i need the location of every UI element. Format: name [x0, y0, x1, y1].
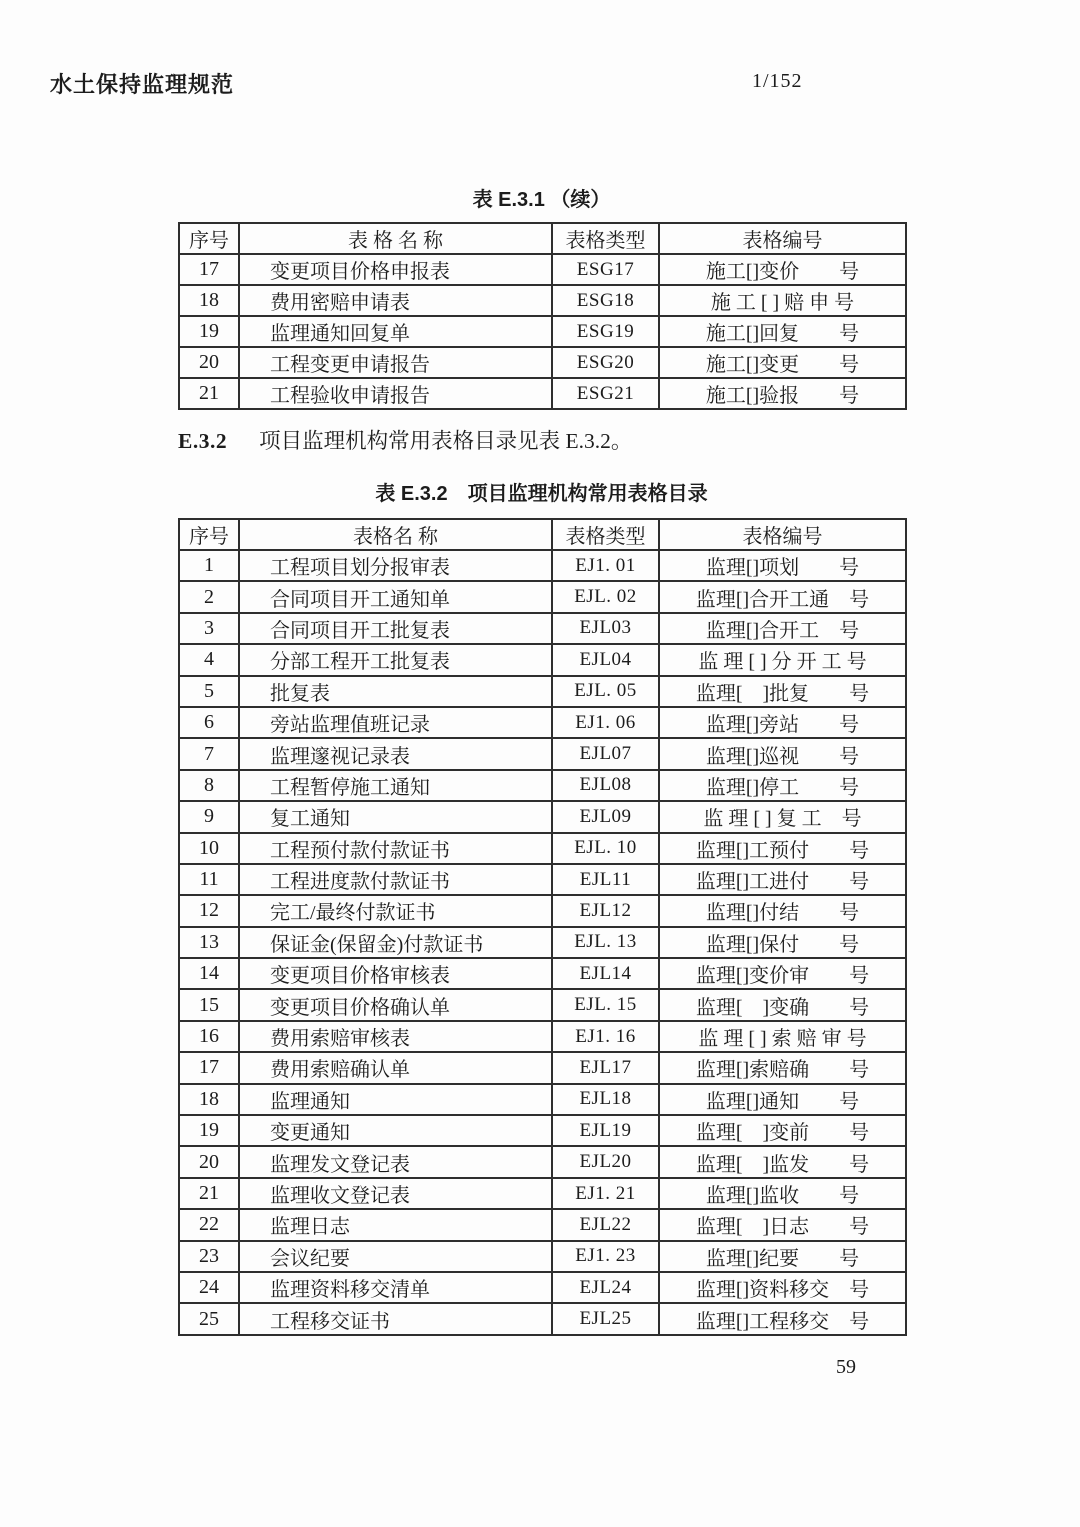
table-e31-body [179, 254, 906, 409]
form-code-cell: 监 理 [ ] 索 赔 审 号 [659, 1021, 906, 1052]
section-label: E.3.2 [178, 429, 228, 453]
form-code-cell: 监理[]监收 号 [659, 1178, 906, 1209]
form-code-cell: 施工[]变价 号 [659, 254, 906, 285]
column-header-form-type: 表格类型 [552, 519, 659, 550]
table-row [179, 316, 906, 347]
form-code-cell: 监 理 [ ] 分 开 工 号 [659, 644, 906, 675]
row-number-cell: 12 [179, 895, 239, 926]
form-name-cell: 工程验收申请报告 [239, 378, 552, 409]
table-row [179, 1272, 906, 1303]
form-name-cell: 旁站监理值班记录 [239, 707, 552, 738]
column-header-form-name: 表格名 称 [239, 519, 552, 550]
form-code-cell: 监理[ ]监发 号 [659, 1146, 906, 1177]
form-name-cell: 工程进度款付款证书 [239, 864, 552, 895]
form-code-cell: 监理[]合开工 号 [659, 613, 906, 644]
table-header-row [179, 223, 906, 254]
section-e32-paragraph [178, 424, 632, 455]
form-code-cell: 施工[]变更 号 [659, 347, 906, 378]
header-page-indicator: 1/152 [752, 70, 803, 92]
form-name-cell: 监理日志 [239, 1209, 552, 1240]
form-name-cell: 变更通知 [239, 1115, 552, 1146]
form-name-cell: 工程预付款付款证书 [239, 833, 552, 864]
table-row [179, 1303, 906, 1335]
table-row [179, 347, 906, 378]
table-row [179, 550, 906, 581]
form-name-cell: 合同项目开工批复表 [239, 613, 552, 644]
table-row [179, 895, 906, 926]
row-number-cell: 16 [179, 1021, 239, 1052]
table-row [179, 1178, 906, 1209]
form-code-cell: 监理[]付结 号 [659, 895, 906, 926]
form-name-cell: 保证金(保留金)付款证书 [239, 927, 552, 958]
form-code-cell: 监理[]旁站 号 [659, 707, 906, 738]
form-type-cell: EJL22 [552, 1209, 659, 1240]
form-type-cell: EJL07 [552, 738, 659, 769]
row-number-cell: 20 [179, 1146, 239, 1177]
form-name-cell: 监理收文登记表 [239, 1178, 552, 1209]
form-name-cell: 变更项目价格申报表 [239, 254, 552, 285]
document-header-title: 水土保持监理规范 [50, 72, 235, 97]
form-code-cell: 监理[]巡视 号 [659, 738, 906, 769]
row-number-cell: 18 [179, 1084, 239, 1115]
table-row [179, 1084, 906, 1115]
form-type-cell: EJL20 [552, 1146, 659, 1177]
form-name-cell: 工程项目划分报审表 [239, 550, 552, 581]
form-type-cell: EJL17 [552, 1052, 659, 1083]
table-row [179, 285, 906, 316]
form-code-cell: 监理[]通知 号 [659, 1084, 906, 1115]
form-type-cell: ESG17 [552, 254, 659, 285]
table-row [179, 770, 906, 801]
form-type-cell: EJL. 10 [552, 833, 659, 864]
column-header-form-name: 表 格 名 称 [239, 223, 552, 254]
row-number-cell: 23 [179, 1241, 239, 1272]
form-name-cell: 监理通知 [239, 1084, 552, 1115]
form-code-cell: 施工[]回复 号 [659, 316, 906, 347]
form-type-cell: EJ1. 21 [552, 1178, 659, 1209]
table-row [179, 581, 906, 612]
table-row [179, 801, 906, 832]
form-name-cell: 工程变更申请报告 [239, 347, 552, 378]
row-number-cell: 25 [179, 1303, 239, 1335]
table-row [179, 676, 906, 707]
form-type-cell: EJ1. 01 [552, 550, 659, 581]
form-type-cell: EJL. 15 [552, 989, 659, 1020]
row-number-cell: 21 [179, 1178, 239, 1209]
form-type-cell: EJ1. 23 [552, 1241, 659, 1272]
row-number-cell: 2 [179, 581, 239, 612]
form-code-cell: 施工[]验报 号 [659, 378, 906, 409]
form-code-cell: 监理[ ]日志 号 [659, 1209, 906, 1240]
table-row [179, 989, 906, 1020]
row-number-cell: 7 [179, 738, 239, 769]
form-code-cell: 监理[]变价审 号 [659, 958, 906, 989]
row-number-cell: 14 [179, 958, 239, 989]
form-type-cell: EJL18 [552, 1084, 659, 1115]
form-type-cell: EJL14 [552, 958, 659, 989]
table-row [179, 1241, 906, 1272]
form-code-cell: 监理[]合开工通 号 [659, 581, 906, 612]
row-number-cell: 8 [179, 770, 239, 801]
form-name-cell: 费用索赔确认单 [239, 1052, 552, 1083]
form-code-cell: 监理[ ]批复 号 [659, 676, 906, 707]
form-code-cell: 监 理 [ ] 复 工 号 [659, 801, 906, 832]
form-type-cell: ESG21 [552, 378, 659, 409]
row-number-cell: 13 [179, 927, 239, 958]
table-row [179, 378, 906, 409]
form-name-cell: 复工通知 [239, 801, 552, 832]
form-name-cell: 分部工程开工批复表 [239, 644, 552, 675]
row-number-cell: 22 [179, 1209, 239, 1240]
form-code-cell: 监理[]保付 号 [659, 927, 906, 958]
form-code-cell: 监理[]索赔确 号 [659, 1052, 906, 1083]
row-number-cell: 15 [179, 989, 239, 1020]
form-code-cell: 监理[]工程移交 号 [659, 1303, 906, 1335]
table-row [179, 1115, 906, 1146]
section-text: 项目监理机构常用表格目录见表 E.3.2。 [259, 429, 633, 453]
form-name-cell: 工程暂停施工通知 [239, 770, 552, 801]
column-header-index: 序号 [179, 223, 239, 254]
table-e32 [178, 518, 907, 1336]
form-type-cell: EJL12 [552, 895, 659, 926]
table-row [179, 1021, 906, 1052]
table-e32-caption: 表 E.3.2 项目监理机构常用表格目录 [375, 483, 708, 505]
form-name-cell: 完工/最终付款证书 [239, 895, 552, 926]
form-type-cell: EJL. 13 [552, 927, 659, 958]
form-type-cell: EJL19 [552, 1115, 659, 1146]
form-name-cell: 变更项目价格审核表 [239, 958, 552, 989]
form-name-cell: 批复表 [239, 676, 552, 707]
column-header-form-type: 表格类型 [552, 223, 659, 254]
form-code-cell: 监理[]工预付 号 [659, 833, 906, 864]
table-row [179, 1209, 906, 1240]
row-number-cell: 11 [179, 864, 239, 895]
column-header-form-code: 表格编号 [659, 519, 906, 550]
row-number-cell: 9 [179, 801, 239, 832]
form-type-cell: EJL09 [552, 801, 659, 832]
table-row [179, 864, 906, 895]
row-number-cell: 17 [179, 1052, 239, 1083]
column-header-index: 序号 [179, 519, 239, 550]
table-row [179, 958, 906, 989]
form-name-cell: 变更项目价格确认单 [239, 989, 552, 1020]
row-number-cell: 17 [179, 254, 239, 285]
form-name-cell: 监理资料移交清单 [239, 1272, 552, 1303]
table-header-row [179, 519, 906, 550]
table-e31-caption: 表 E.3.1 （续） [472, 189, 611, 211]
table-row [179, 738, 906, 769]
form-type-cell: EJL. 05 [552, 676, 659, 707]
form-name-cell: 合同项目开工通知单 [239, 581, 552, 612]
form-type-cell: ESG19 [552, 316, 659, 347]
form-code-cell: 监理[]纪要 号 [659, 1241, 906, 1272]
table-row [179, 1052, 906, 1083]
table-row [179, 613, 906, 644]
form-code-cell: 监理[]停工 号 [659, 770, 906, 801]
row-number-cell: 1 [179, 550, 239, 581]
table-row [179, 644, 906, 675]
form-type-cell: EJ1. 06 [552, 707, 659, 738]
form-code-cell: 监理[]工进付 号 [659, 864, 906, 895]
form-name-cell: 费用密赔申请表 [239, 285, 552, 316]
row-number-cell: 19 [179, 1115, 239, 1146]
row-number-cell: 5 [179, 676, 239, 707]
row-number-cell: 20 [179, 347, 239, 378]
table-row [179, 927, 906, 958]
table-row [179, 707, 906, 738]
row-number-cell: 6 [179, 707, 239, 738]
form-name-cell: 费用索赔审核表 [239, 1021, 552, 1052]
row-number-cell: 19 [179, 316, 239, 347]
form-name-cell: 监理发文登记表 [239, 1146, 552, 1177]
form-type-cell: EJL04 [552, 644, 659, 675]
table-row [179, 1146, 906, 1177]
form-type-cell: EJL25 [552, 1303, 659, 1335]
row-number-cell: 24 [179, 1272, 239, 1303]
row-number-cell: 18 [179, 285, 239, 316]
form-name-cell: 监理邃视记录表 [239, 738, 552, 769]
table-row [179, 833, 906, 864]
form-type-cell: EJL08 [552, 770, 659, 801]
table-row [179, 254, 906, 285]
form-type-cell: EJL. 02 [552, 581, 659, 612]
form-code-cell: 施 工 [ ] 赔 申 号 [659, 285, 906, 316]
table-e31 [178, 222, 907, 410]
form-type-cell: ESG20 [552, 347, 659, 378]
form-code-cell: 监理[]项划 号 [659, 550, 906, 581]
table-e32-body [179, 550, 906, 1335]
form-code-cell: 监理[]资料移交 号 [659, 1272, 906, 1303]
page-number: 59 [836, 1356, 856, 1378]
form-type-cell: EJL24 [552, 1272, 659, 1303]
form-type-cell: EJL03 [552, 613, 659, 644]
form-name-cell: 监理通知回复单 [239, 316, 552, 347]
row-number-cell: 21 [179, 378, 239, 409]
row-number-cell: 3 [179, 613, 239, 644]
form-name-cell: 工程移交证书 [239, 1303, 552, 1335]
form-code-cell: 监理[ ]变确 号 [659, 989, 906, 1020]
row-number-cell: 10 [179, 833, 239, 864]
form-type-cell: EJ1. 16 [552, 1021, 659, 1052]
form-type-cell: ESG18 [552, 285, 659, 316]
column-header-form-code: 表格编号 [659, 223, 906, 254]
form-type-cell: EJL11 [552, 864, 659, 895]
form-name-cell: 会议纪要 [239, 1241, 552, 1272]
row-number-cell: 4 [179, 644, 239, 675]
form-code-cell: 监理[ ]变前 号 [659, 1115, 906, 1146]
